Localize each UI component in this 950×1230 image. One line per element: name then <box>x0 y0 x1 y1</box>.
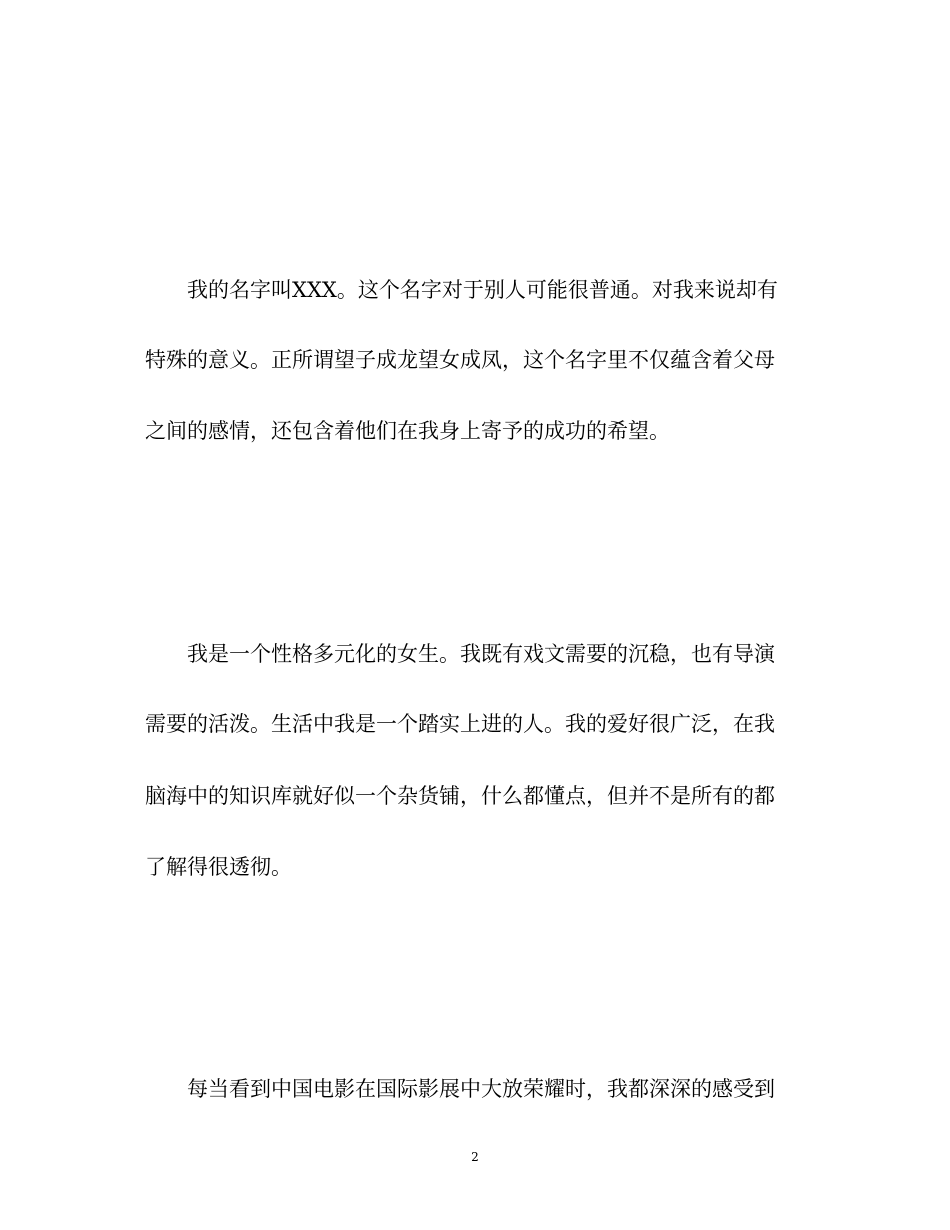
paragraph-2-line-2: 需要的活泼。生活中我是一个踏实上进的人。我的爱好很广泛，在我 <box>145 712 775 736</box>
paragraph-2-line-1: 我是一个性格多元化的女生。我既有戏文需要的沉稳，也有导演 <box>187 642 775 666</box>
paragraph-3-line-1: 每当看到中国电影在国际影展中大放荣耀时，我都深深的感受到 <box>187 1077 775 1101</box>
paragraph-2-line-4: 了解得很透彻。 <box>145 855 292 879</box>
paragraph-2-line-3: 脑海中的知识库就好似一个杂货铺，什么都懂点，但并不是所有的都 <box>145 784 775 808</box>
paragraph-1-line-3: 之间的感情，还包含着他们在我身上寄予的成功的希望。 <box>145 419 670 443</box>
paragraph-1-line-2: 特殊的意义。正所谓望子成龙望女成凤，这个名字里不仅蕴含着父母 <box>145 348 775 372</box>
paragraph-1-line-1: 我的名字叫XXX。这个名字对于别人可能很普通。对我来说却有 <box>187 278 778 302</box>
page-number: 2 <box>471 1150 479 1164</box>
